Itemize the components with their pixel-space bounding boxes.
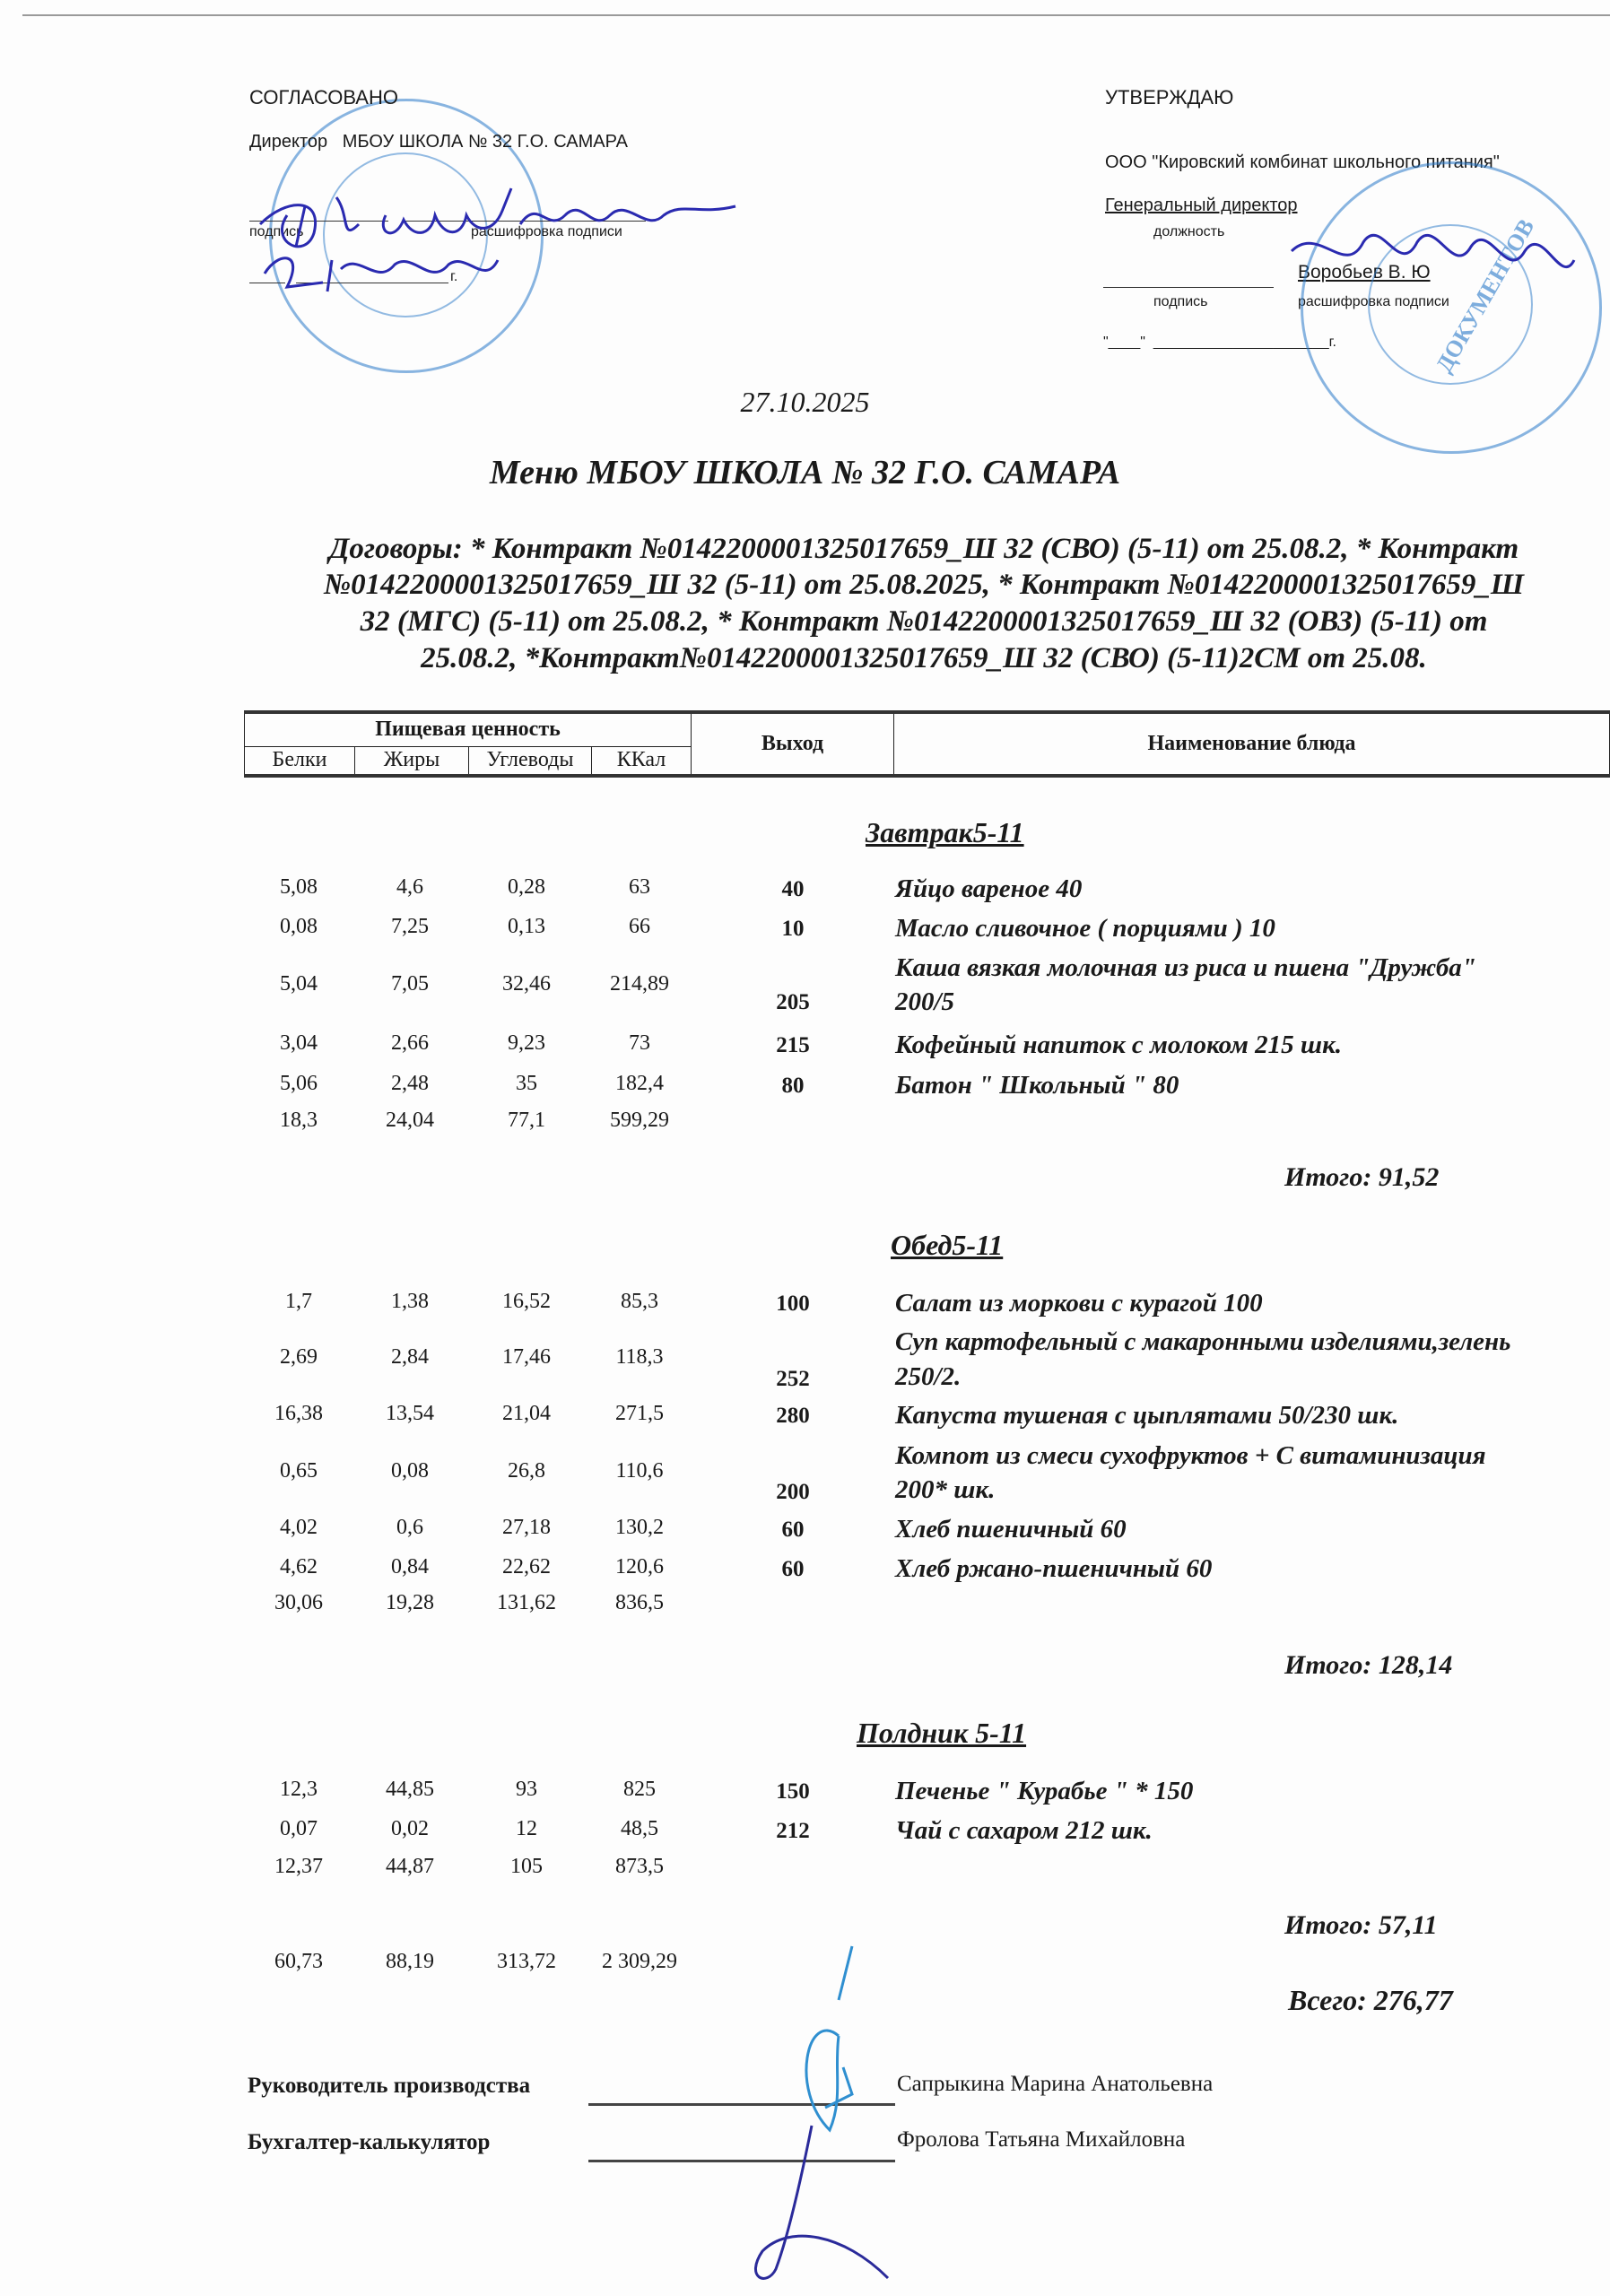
approval-right-name: Воробьев В. Ю: [1298, 262, 1431, 283]
cell-kcal: 63: [629, 875, 650, 899]
cell-fat: 7,25: [391, 915, 429, 938]
header-kcal: ККал: [592, 746, 692, 776]
cell-carbs: 0,28: [508, 875, 545, 899]
cell-dish: Кофейный напиток с молоком 215 шк.: [895, 1031, 1343, 1059]
cell-dish: Масло сливочное ( порциями ) 10: [895, 914, 1275, 943]
cell-dish-continued: 200/5: [895, 987, 955, 1016]
cell-yield: 10: [781, 917, 805, 941]
cell-fat: 4,6: [396, 875, 423, 899]
right-signature-line: [1103, 287, 1274, 288]
cell-yield: 80: [781, 1074, 805, 1098]
header-dish-name: Наименование блюда: [894, 712, 1610, 776]
cell-carbs: 93: [516, 1778, 537, 1801]
cell-yield: 150: [776, 1779, 810, 1804]
cell-fat: 0,02: [391, 1817, 429, 1840]
cell-dish: Печенье " Курабье " * 150: [895, 1777, 1194, 1805]
cell-carbs: 0,13: [508, 915, 545, 938]
menu-title: Меню МБОУ ШКОЛА № 32 Г.О. САМАРА: [489, 454, 1121, 491]
cell-yield: 215: [776, 1033, 810, 1057]
cell-kcal: 120,6: [615, 1555, 664, 1578]
contracts-line: 32 (МГС) (5-11) от 25.08.2, * Контракт №0142200001325017659_Ш 32 (ОВЗ) (5-11) от: [360, 605, 1488, 638]
cell-kcal: 73: [629, 1031, 650, 1055]
cell-carbs: 21,04: [502, 1402, 551, 1425]
cell-kcal: 214,89: [610, 972, 669, 996]
cell-carbs: 22,62: [502, 1555, 551, 1578]
cell-fat: 1,38: [391, 1290, 429, 1313]
cell-fat: 2,84: [391, 1345, 429, 1369]
cell-carbs: 12: [516, 1817, 537, 1840]
subtotal-carbs: 131,62: [497, 1591, 556, 1614]
cell-protein: 5,06: [280, 1072, 318, 1095]
left-year-suffix: г.: [450, 269, 458, 284]
cell-kcal: 48,5: [621, 1817, 658, 1840]
role-production-head: Руководитель производства: [248, 2074, 531, 2098]
header-protein: Белки: [245, 746, 355, 776]
cell-yield: 200: [776, 1480, 810, 1504]
cell-protein: 12,3: [280, 1778, 318, 1801]
cell-dish: Салат из моркови с курагой 100: [895, 1289, 1263, 1318]
cell-kcal: 66: [629, 915, 650, 938]
cell-dish: Яйцо вареное 40: [895, 874, 1083, 903]
cell-yield: 60: [781, 1557, 805, 1581]
cell-dish: Батон " Школьный " 80: [895, 1071, 1179, 1100]
cell-fat: 13,54: [386, 1402, 434, 1425]
total-fat: 88,19: [386, 1950, 434, 1973]
subtotal-protein: 18,3: [280, 1109, 318, 1132]
cell-yield: 60: [781, 1518, 805, 1542]
approval-right-position: Генеральный директор: [1105, 196, 1298, 215]
cell-fat: 0,84: [391, 1555, 429, 1578]
section-title: Завтрак5-11: [866, 816, 1024, 848]
subtotal-protein: 30,06: [274, 1591, 323, 1614]
left-decode-label: расшифровка подписи: [471, 224, 622, 239]
cell-yield: 40: [781, 877, 805, 901]
cell-carbs: 17,46: [502, 1345, 551, 1369]
approval-right-org: ООО "Кировский комбинат школьного питания": [1105, 152, 1500, 172]
approval-left-heading: СОГЛАСОВАНО: [249, 86, 398, 109]
cell-kcal: 118,3: [615, 1345, 664, 1369]
section-title: Обед5-11: [891, 1229, 1004, 1261]
cell-kcal: 271,5: [615, 1402, 664, 1425]
cell-protein: 2,69: [280, 1345, 318, 1369]
cell-kcal: 110,6: [615, 1459, 664, 1483]
cell-dish: Хлеб пшеничный 60: [895, 1515, 1127, 1544]
right-sig-label: подпись: [1153, 294, 1208, 309]
cell-carbs: 9,23: [508, 1031, 545, 1055]
contracts-line: №0142200001325017659_Ш 32 (5-11) от 25.08.2025, * Контракт №0142200001325017659_Ш: [323, 569, 1525, 601]
header-carbs: Углеводы: [469, 746, 592, 776]
cell-protein: 4,62: [280, 1555, 318, 1578]
cell-dish: Капуста тушеная с цыплятами 50/230 шк.: [895, 1401, 1399, 1430]
approval-right-heading: УТВЕРЖДАЮ: [1105, 86, 1234, 109]
cell-protein: 0,08: [280, 915, 318, 938]
cell-carbs: 27,18: [502, 1516, 551, 1539]
cell-kcal: 825: [623, 1778, 656, 1801]
cell-dish: Компот из смеси сухофруктов + С витаминизация: [895, 1441, 1486, 1470]
subtotal-kcal: 873,5: [615, 1855, 664, 1878]
menu-table-header: [244, 710, 1610, 778]
cell-fat: 2,66: [391, 1031, 429, 1055]
total-protein: 60,73: [274, 1950, 323, 1973]
left-sig-label: подпись: [249, 224, 304, 239]
header-yield: Выход: [692, 712, 894, 776]
cell-fat: 7,05: [391, 972, 429, 996]
cell-carbs: 35: [516, 1072, 537, 1095]
section-itogo: Итого: 57,11: [1284, 1910, 1438, 1940]
right-decode-label: расшифровка подписи: [1298, 294, 1449, 309]
approval-left-position: Директор МБОУ ШКОЛА № 32 Г.О. САМАРА: [249, 132, 628, 152]
cell-protein: 5,04: [280, 972, 318, 996]
subtotal-fat: 19,28: [386, 1591, 434, 1614]
cell-carbs: 16,52: [502, 1290, 551, 1313]
cell-dish: Чай с сахаром 212 шк.: [895, 1816, 1153, 1845]
name-production-head: Сапрыкина Марина Анатольевна: [897, 2072, 1214, 2096]
cell-yield: 205: [776, 990, 810, 1014]
contracts-line: 25.08.2, *Контракт№0142200001325017659_Ш 32 (СВО) (5-11)2СМ от 25.08.: [421, 642, 1427, 674]
role-accountant: Бухгалтер-калькулятор: [248, 2130, 491, 2154]
cell-protein: 0,65: [280, 1459, 318, 1483]
subtotal-protein: 12,37: [274, 1855, 323, 1878]
approval-right-position-label: должность: [1153, 224, 1225, 239]
cell-yield: 252: [776, 1367, 810, 1391]
cell-protein: 1,7: [285, 1290, 312, 1313]
total-carbs: 313,72: [497, 1950, 556, 1973]
cell-protein: 4,02: [280, 1516, 318, 1539]
company-stamp-center-text: ДОКУМЕНТОВ: [1431, 214, 1540, 378]
cell-protein: 0,07: [280, 1817, 318, 1840]
cell-dish: Хлеб ржано-пшеничный 60: [895, 1554, 1213, 1583]
cell-fat: 2,48: [391, 1072, 429, 1095]
cell-kcal: 85,3: [621, 1290, 658, 1313]
handwritten-signature-accountant: [700, 2117, 969, 2296]
subtotal-carbs: 77,1: [508, 1109, 545, 1132]
scan-top-edge-line: [22, 14, 1610, 16]
handwritten-signature-left: [251, 161, 753, 296]
cell-fat: 0,6: [396, 1516, 423, 1539]
section-title: Полдник 5-11: [857, 1717, 1027, 1749]
subtotal-kcal: 599,29: [610, 1109, 669, 1132]
contracts-line: Договоры: * Контракт №0142200001325017659_Ш 32 (СВО) (5-11) от 25.08.2, * Контракт: [328, 533, 1519, 565]
header-nutrition: Пищевая ценность: [245, 712, 692, 746]
grand-total-vsego: Всего: 276,77: [1288, 1984, 1453, 2016]
section-itogo: Итого: 128,14: [1284, 1650, 1453, 1680]
cell-dish-continued: 200* шк.: [895, 1475, 996, 1504]
cell-fat: 44,85: [386, 1778, 434, 1801]
cell-yield: 280: [776, 1404, 810, 1428]
menu-date: 27.10.2025: [740, 386, 870, 418]
section-itogo: Итого: 91,52: [1284, 1162, 1440, 1192]
subtotal-kcal: 836,5: [615, 1591, 664, 1614]
subtotal-fat: 44,87: [386, 1855, 434, 1878]
subtotal-carbs: 105: [510, 1855, 543, 1878]
cell-yield: 100: [776, 1292, 810, 1316]
cell-kcal: 182,4: [615, 1072, 664, 1095]
right-date-line: "____" ______________________г.: [1103, 335, 1336, 350]
cell-protein: 3,04: [280, 1031, 318, 1055]
handwritten-signature-right: [1283, 206, 1588, 323]
subtotal-fat: 24,04: [386, 1109, 434, 1132]
cell-fat: 0,08: [391, 1459, 429, 1483]
cell-dish-continued: 250/2.: [895, 1362, 962, 1391]
name-accountant: Фролова Татьяна Михайловна: [897, 2127, 1186, 2152]
cell-kcal: 130,2: [615, 1516, 664, 1539]
cell-yield: 212: [776, 1819, 810, 1843]
cell-dish: Каша вязкая молочная из риса и пшена "Дружба": [895, 953, 1476, 982]
cell-carbs: 32,46: [502, 972, 551, 996]
cell-carbs: 26,8: [508, 1459, 545, 1483]
header-fat: Жиры: [355, 746, 469, 776]
total-kcal: 2 309,29: [602, 1950, 677, 1973]
cell-protein: 16,38: [274, 1402, 323, 1425]
cell-protein: 5,08: [280, 875, 318, 899]
cell-dish: Суп картофельный с макаронными изделиями,зелень: [895, 1327, 1511, 1356]
